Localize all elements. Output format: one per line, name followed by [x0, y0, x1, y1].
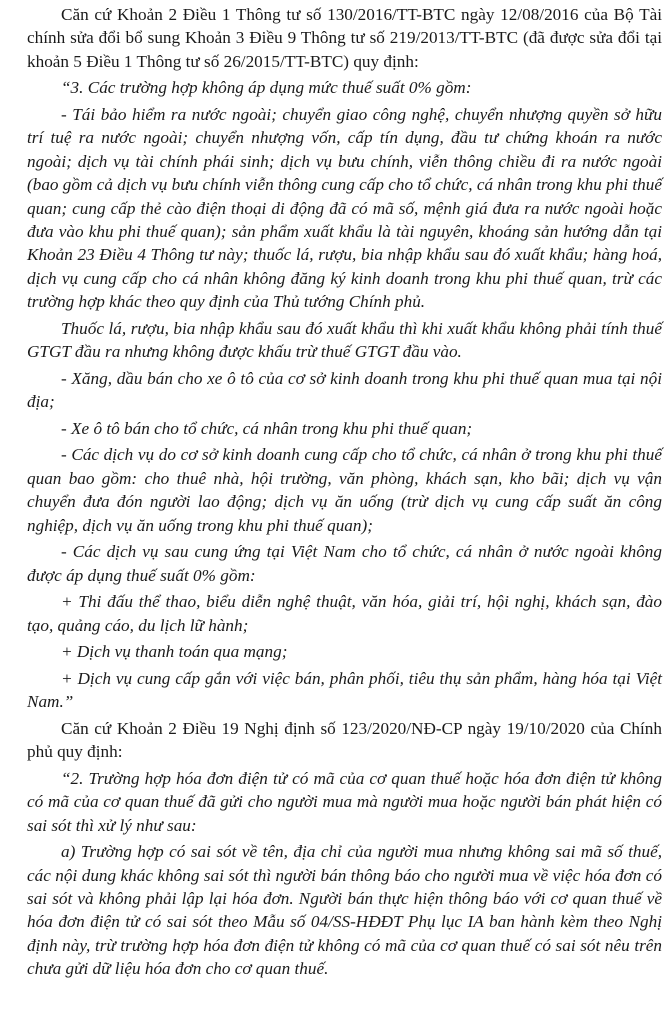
paragraph-cars: - Xe ô tô bán cho tổ chức, cá nhân trong khu phi thuế quan;	[61, 418, 473, 438]
paragraph-einvoice-point-a: a) Trường hợp có sai sót về tên, địa chỉ của người mua nhưng không sai mã số thuế, các nội dung khác không sai sót thì người bán thông báo cho người mua về việc hóa đơn có sai sót và không phải lập lại hóa đơn. Người bán thực hiện thông báo với cơ quan thuế về hóa đơn điện tử có sai sót theo Mẫu số 04/SS-HĐĐT Phụ lục IA ban hành kèm theo Nghị định này, trừ trường hợp hóa đơn điện tử không có mã của cơ quan thuế có sai sót nêu trên chưa gửi dữ liệu hóa đơn cho cơ quan thuế.	[27, 842, 662, 979]
paragraph-tobacco-alcohol: Thuốc lá, rượu, bia nhập khẩu sau đó xuất khẩu thì khi xuất khẩu không phải tính thuế GTGT đầu ra nhưng không được khấu trừ thuế GTGT đầu vào.	[27, 318, 662, 362]
paragraph-services-foreign: - Các dịch vụ sau cung ứng tại Việt Nam cho tổ chức, cá nhân ở nước ngoài không được áp dụng thuế suất 0% gồm:	[27, 542, 662, 585]
paragraph-einvoice-clause-2: “2. Trường hợp hóa đơn điện tử có mã của cơ quan thuế hoặc hóa đơn điện tử không có mã của cơ quan thuế đã gửi cho người mua mà người mua hoặc người bán phát hiện có sai sót thì xử lý như sau:	[27, 768, 662, 835]
paragraph-reinsurance-services: - Tái bảo hiểm ra nước ngoài; chuyển giao công nghệ, chuyển nhượng quyền sở hữu trí tuệ ra nước ngoài; chuyển nhượng vốn, cấp tín dụng, đầu tư chứng khoán ra nước ngoài; dịch vụ tài chính phái sinh; dịch vụ bưu chính, viễn thông chiều đi ra nước ngoài (bao gồm cả dịch vụ bưu chính viễn thông cung cấp cho tổ chức, cá nhân trong khu phi thuế quan; cung cấp thẻ cào điện thoại di động đã có mã số, mệnh giá đưa ra nước ngoài hoặc đưa vào khu phi thuế quan); sản phẩm xuất khẩu là tài nguyên, khoáng sản hướng dẫn tại Khoản 23 Điều 4 Thông tư này; thuốc lá, rượu, bia nhập khẩu sau đó xuất khẩu; hàng hoá, dịch vụ cung cấp cho cá nhân không đăng ký kinh doanh trong khu phi thuế quan, trừ các trường hợp khác theo quy định của Thủ tướng Chính phủ.	[27, 105, 662, 312]
paragraph-distribution-services: + Dịch vụ cung cấp gắn với việc bán, phân phối, tiêu thụ sản phẩm, hàng hóa tại Việt Nam.”	[27, 668, 662, 712]
paragraph-sports-arts: + Thi đấu thể thao, biểu diễn nghệ thuật, văn hóa, giải trí, hội nghị, khách sạn, đào tạo, quảng cáo, du lịch lữ hành;	[27, 592, 662, 635]
paragraph-circular-130-reference: Căn cứ Khoản 2 Điều 1 Thông tư số 130/2016/TT-BTC ngày 12/08/2016 của Bộ Tài chính sửa đổi bổ sung Khoản 3 Điều 9 Thông tư số 219/2013/TT-BTC (đã được sửa đổi tại khoản 5 Điều 1 Thông tư số 26/2015/TT-BTC) quy định:	[27, 5, 662, 71]
paragraph-online-payment: + Dịch vụ thanh toán qua mạng;	[61, 642, 288, 662]
paragraph-decree-123-reference: Căn cứ Khoản 2 Điều 19 Nghị định số 123/2020/NĐ-CP ngày 19/10/2020 của Chính phủ quy định:	[27, 718, 662, 762]
paragraph-clause-3-heading: “3. Các trường hợp không áp dụng mức thuế suất 0% gồm:	[61, 78, 472, 98]
paragraph-petrol-oil: - Xăng, dầu bán cho xe ô tô của cơ sở kinh doanh trong khu phi thuế quan mua tại nội địa;	[27, 368, 662, 412]
paragraph-services-noncustoms-zone: - Các dịch vụ do cơ sở kinh doanh cung cấp cho tổ chức, cá nhân ở trong khu phi thuế quan bao gồm: cho thuê nhà, hội trường, văn phòng, khách sạn, kho bãi; dịch vụ vận chuyển đưa đón người lao động; dịch vụ ăn uống (trừ dịch vụ cung cấp suất ăn công nghiệp, dịch vụ ăn uống trong khu phi thuế quan);	[27, 445, 662, 535]
